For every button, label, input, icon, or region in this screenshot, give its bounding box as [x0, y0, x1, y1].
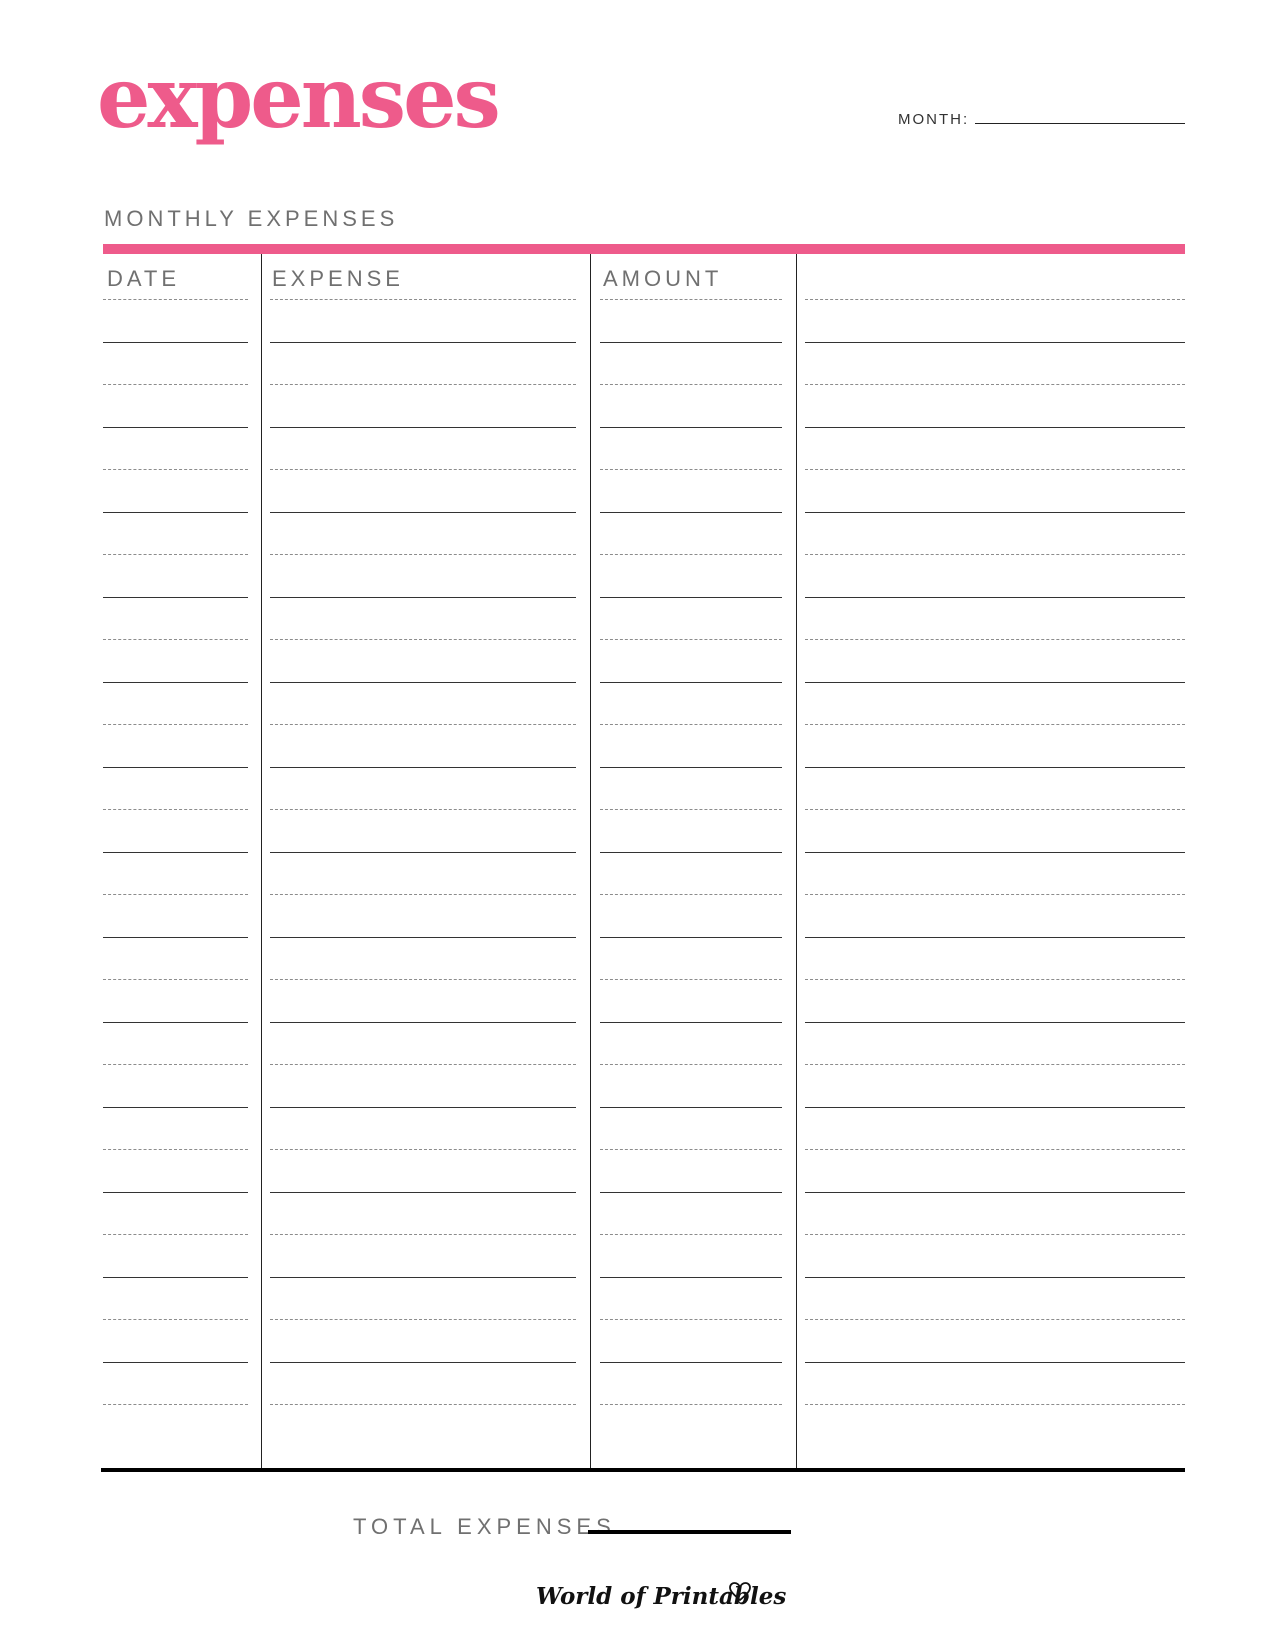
- entry-line[interactable]: [270, 1362, 576, 1363]
- entry-line[interactable]: [270, 682, 576, 683]
- column-header-expense: EXPENSE: [272, 266, 404, 291]
- entry-line[interactable]: [805, 894, 1185, 895]
- entry-line[interactable]: [600, 1319, 782, 1320]
- entry-line[interactable]: [103, 1234, 248, 1235]
- entry-line[interactable]: [103, 1192, 248, 1193]
- entry-line[interactable]: [103, 512, 248, 513]
- entry-line[interactable]: [600, 597, 782, 598]
- entry-line[interactable]: [103, 979, 248, 980]
- entry-line[interactable]: [103, 1319, 248, 1320]
- entry-line[interactable]: [600, 1064, 782, 1065]
- entry-line[interactable]: [805, 1022, 1185, 1023]
- month-field[interactable]: [975, 123, 1185, 124]
- entry-line[interactable]: [600, 1362, 782, 1363]
- entry-line[interactable]: [805, 384, 1185, 385]
- entry-line[interactable]: [103, 937, 248, 938]
- entry-line[interactable]: [805, 1362, 1185, 1363]
- entry-line[interactable]: [103, 597, 248, 598]
- column-header-amount: AMOUNT: [603, 266, 723, 291]
- entry-line[interactable]: [103, 1107, 248, 1108]
- entry-line[interactable]: [600, 937, 782, 938]
- entry-line[interactable]: [805, 512, 1185, 513]
- entry-line[interactable]: [805, 852, 1185, 853]
- entry-line[interactable]: [103, 469, 248, 470]
- entry-line[interactable]: [103, 852, 248, 853]
- month-label: MONTH:: [898, 111, 970, 128]
- entry-line[interactable]: [103, 384, 248, 385]
- entry-line[interactable]: [805, 427, 1185, 428]
- entry-line[interactable]: [805, 809, 1185, 810]
- entry-line[interactable]: [270, 1319, 576, 1320]
- entry-line[interactable]: [805, 1319, 1185, 1320]
- entry-line[interactable]: [270, 894, 576, 895]
- entry-line[interactable]: [600, 852, 782, 853]
- entry-line[interactable]: [270, 1192, 576, 1193]
- entry-line[interactable]: [270, 299, 576, 300]
- entry-line[interactable]: [600, 1192, 782, 1193]
- entry-line[interactable]: [103, 554, 248, 555]
- section-title: MONTHLY EXPENSES: [104, 206, 399, 231]
- entry-line[interactable]: [600, 809, 782, 810]
- entry-line[interactable]: [600, 299, 782, 300]
- entry-line[interactable]: [600, 427, 782, 428]
- entry-line[interactable]: [270, 512, 576, 513]
- entry-line[interactable]: [270, 1064, 576, 1065]
- entry-line[interactable]: [103, 767, 248, 768]
- entry-line[interactable]: [270, 427, 576, 428]
- entry-line[interactable]: [805, 1107, 1185, 1108]
- entry-line[interactable]: [600, 724, 782, 725]
- entry-line[interactable]: [103, 1404, 248, 1405]
- column-divider: [796, 254, 797, 1470]
- entry-line[interactable]: [270, 1404, 576, 1405]
- entry-line[interactable]: [103, 724, 248, 725]
- column-divider: [590, 254, 591, 1470]
- entry-line[interactable]: [805, 724, 1185, 725]
- entry-line[interactable]: [270, 469, 576, 470]
- entry-line[interactable]: [600, 512, 782, 513]
- entry-line[interactable]: [600, 767, 782, 768]
- entry-line[interactable]: [270, 1107, 576, 1108]
- heart-icon: [729, 1582, 751, 1602]
- entry-line[interactable]: [270, 1022, 576, 1023]
- entry-line[interactable]: [805, 597, 1185, 598]
- entry-line[interactable]: [270, 384, 576, 385]
- entry-line[interactable]: [805, 639, 1185, 640]
- entry-line[interactable]: [600, 1234, 782, 1235]
- entry-line[interactable]: [270, 554, 576, 555]
- total-expenses-label: TOTAL EXPENSES: [353, 1514, 616, 1539]
- entry-line[interactable]: [600, 384, 782, 385]
- entry-line[interactable]: [805, 1149, 1185, 1150]
- entry-line[interactable]: [805, 979, 1185, 980]
- brand-logo: World of Printables: [536, 1583, 787, 1610]
- entry-line[interactable]: [270, 342, 576, 343]
- entry-line[interactable]: [103, 1064, 248, 1065]
- entry-line[interactable]: [805, 554, 1185, 555]
- entry-line[interactable]: [805, 1192, 1185, 1193]
- entry-line[interactable]: [805, 469, 1185, 470]
- entry-line[interactable]: [103, 1277, 248, 1278]
- entry-line[interactable]: [600, 1149, 782, 1150]
- entry-line[interactable]: [805, 937, 1185, 938]
- entry-line[interactable]: [805, 1277, 1185, 1278]
- entry-line[interactable]: [270, 852, 576, 853]
- entry-line[interactable]: [103, 299, 248, 300]
- entry-line[interactable]: [600, 894, 782, 895]
- entry-line[interactable]: [600, 469, 782, 470]
- entry-line[interactable]: [270, 597, 576, 598]
- entry-line[interactable]: [600, 554, 782, 555]
- entry-line[interactable]: [600, 979, 782, 980]
- entry-line[interactable]: [103, 682, 248, 683]
- entry-line[interactable]: [103, 1362, 248, 1363]
- entry-line[interactable]: [270, 937, 576, 938]
- entry-line[interactable]: [270, 639, 576, 640]
- entry-line[interactable]: [805, 682, 1185, 683]
- entry-line[interactable]: [600, 342, 782, 343]
- entry-line[interactable]: [600, 1107, 782, 1108]
- entry-line[interactable]: [103, 639, 248, 640]
- entry-line[interactable]: [270, 979, 576, 980]
- entry-line[interactable]: [805, 342, 1185, 343]
- entry-line[interactable]: [600, 1277, 782, 1278]
- entry-line[interactable]: [270, 1234, 576, 1235]
- entry-line[interactable]: [103, 427, 248, 428]
- entry-line[interactable]: [270, 1149, 576, 1150]
- table-bottom-rule: [101, 1468, 1185, 1472]
- entry-line[interactable]: [805, 1064, 1185, 1065]
- entry-line[interactable]: [270, 809, 576, 810]
- expenses-title: expenses: [97, 48, 498, 147]
- column-divider: [261, 254, 262, 1470]
- column-header-date: DATE: [107, 266, 181, 291]
- entry-line[interactable]: [103, 894, 248, 895]
- accent-bar: [103, 244, 1185, 254]
- entry-line[interactable]: [600, 1022, 782, 1023]
- entry-line[interactable]: [805, 299, 1185, 300]
- entry-line[interactable]: [270, 767, 576, 768]
- entry-line[interactable]: [600, 1404, 782, 1405]
- total-expenses-field[interactable]: [588, 1530, 791, 1534]
- entry-line[interactable]: [805, 1234, 1185, 1235]
- entry-line[interactable]: [600, 682, 782, 683]
- entry-line[interactable]: [103, 809, 248, 810]
- entry-line[interactable]: [270, 1277, 576, 1278]
- entry-line[interactable]: [103, 342, 248, 343]
- entry-line[interactable]: [805, 767, 1185, 768]
- entry-line[interactable]: [805, 1404, 1185, 1405]
- entry-line[interactable]: [103, 1149, 248, 1150]
- entry-line[interactable]: [103, 1022, 248, 1023]
- entry-line[interactable]: [600, 639, 782, 640]
- entry-line[interactable]: [270, 724, 576, 725]
